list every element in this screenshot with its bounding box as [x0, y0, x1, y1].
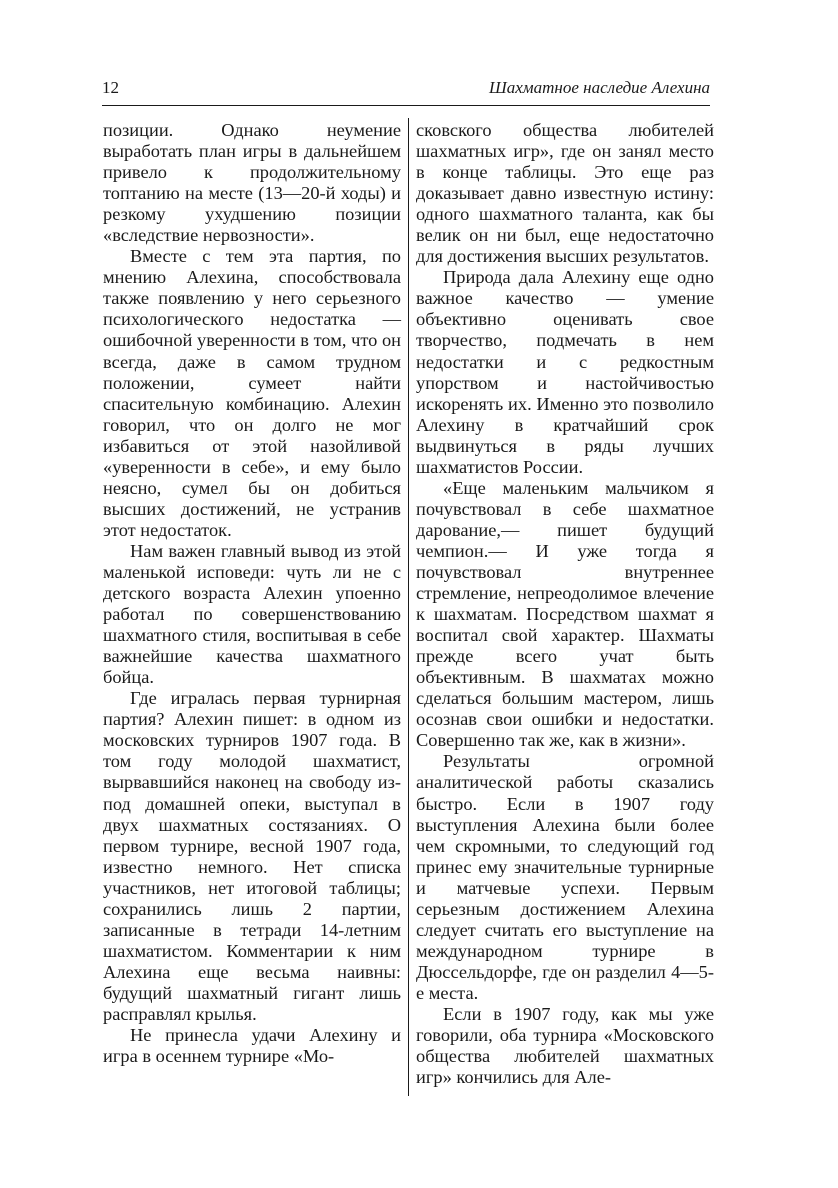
left-column	[103, 120, 401, 1067]
column-divider	[408, 118, 409, 1096]
page-number: 12	[102, 78, 119, 97]
right-column	[416, 120, 714, 1088]
paragraph: Природа дала Алехину еще одно важное качество — умение объективно оценивать свое творчество, подмечать в нем недостатки и с редкостным упорством и настойчивостью искоренять их. Именно это позволило Алехину в кратчайший срок выдвинуться в ряды лучших шахматистов России.	[416, 267, 714, 477]
page-header	[102, 78, 710, 104]
paragraph: сковского общества любителей шахматных игр», где он занял место в конце таблицы. Это еще раз доказывает давно известную истину: одного шахматного таланта, как бы велик он ни был, еще недостаточно для достижения высших результатов.	[416, 120, 714, 267]
paragraph: Вместе с тем эта партия, по мнению Алехина, способствовала также появлению у него серьезного психологического недостатка — ошибочной уверенности в том, что он всегда, даже в самом трудном положении, сумеет найти спасительную комбинацию. Алехин говорил, что он долго не мог избавиться от этой назойливой «уверенности в себе», и ему было неясно, сумел бы он добиться высших достижений, не устранив этот недостаток.	[103, 246, 401, 540]
paragraph: Результаты огромной аналитической работы сказались быстро. Если в 1907 году выступления Алехина были более чем скромными, то следующий год принес ему значительные турнирные и матчевые успехи. Первым серьезным достижением Алехина следует считать его выступление на международном турнире в Дюссельдорфе, где он разделил 4—5-е места.	[416, 751, 714, 1003]
header-rule	[102, 105, 710, 106]
paragraph: Не принесла удачи Алехину и игра в осеннем турнире «Мо-	[103, 1025, 401, 1067]
paragraph: «Еще маленьким мальчиком я почувствовал в себе шахматное дарование,— пишет будущий чемпион.— И уже тогда я почувствовал внутреннее стремление, непреодолимое влечение к шахматам. Посредством шахмат я воспитал свой характер. Шахматы прежде всего учат быть объективным. В шахматах можно сделаться большим мастером, лишь осознав свои ошибки и недостатки. Совершенно так же, как в жизни».	[416, 477, 714, 751]
paragraph: позиции. Однако неумение выработать план игры в дальнейшем привело к продолжительному топтанию на месте (13—20-й ходы) и резкому ухудшению позиции «вследствие нервозности».	[103, 120, 401, 246]
paragraph: Где игралась первая турнирная партия? Алехин пишет: в одном из московских турниров 1907 года. В том году молодой шахматист, вырвавшийся наконец на свободу из-под домашней опеки, выступал в двух шахматных состязаниях. О первом турнире, весной 1907 года, известно немного. Нет списка участников, нет итоговой таблицы; сохранились лишь 2 партии, записанные в тетради 14-летним шахматистом. Комментарии к ним Алехина еще весьма наивны: будущий шахматный гигант лишь расправлял крылья.	[103, 688, 401, 1024]
paragraph: Нам важен главный вывод из этой маленькой исповеди: чуть ли не с детского возраста Алехин упоенно работал по совершенствованию шахматного стиля, воспитывая в себе важнейшие качества шахматного бойца.	[103, 540, 401, 688]
paragraph: Если в 1907 году, как мы уже говорили, оба турнира «Московского общества любителей шахматных игр» кончились для Але-	[416, 1003, 714, 1088]
running-title: Шахматное наследие Алехина	[489, 78, 710, 97]
